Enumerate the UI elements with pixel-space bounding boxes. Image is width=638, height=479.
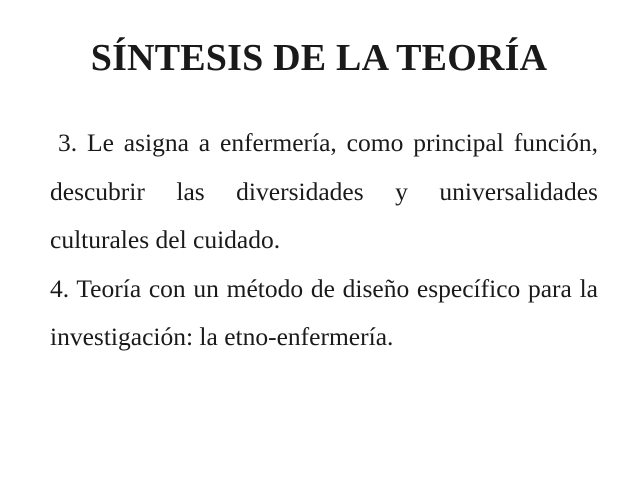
slide-title: SÍNTESIS DE LA TEORÍA [90,37,548,79]
slide-body [50,119,598,362]
point-3-text: 3. Le asigna a enfermería, como principal función, descubrir las diversidades y universalidades culturales del cuidado. [50,128,598,255]
point-4-text: 4. Teoría con un método de diseño específico para la investigación: la etno-enfermería. [50,273,598,352]
